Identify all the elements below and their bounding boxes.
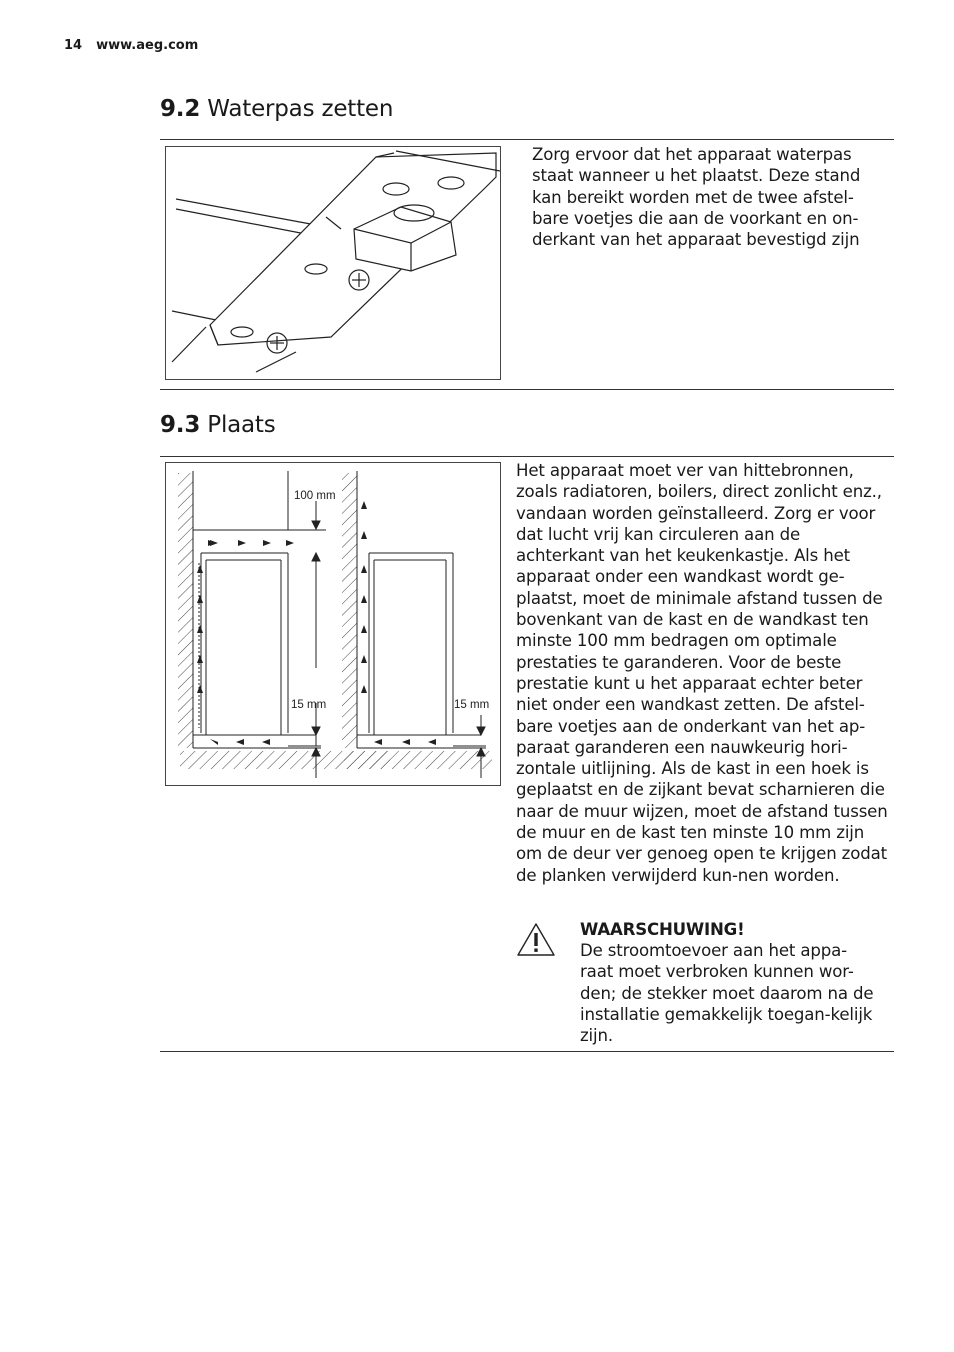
section-top-rule	[160, 456, 894, 457]
right-side-clearance-label: 15 mm	[454, 699, 490, 711]
leveling-feet-illustration	[165, 146, 501, 380]
page-number: 14	[64, 38, 83, 53]
warning-title: WAARSCHUWING!	[580, 920, 745, 939]
section-title: Waterpas zetten	[207, 96, 394, 122]
section-number: 9.3	[160, 412, 201, 438]
section-9-2-heading	[160, 96, 393, 122]
section-bottom-rule	[160, 1051, 894, 1052]
page-header	[64, 38, 198, 53]
warning-triangle-icon	[516, 922, 556, 962]
section-top-rule	[160, 139, 894, 140]
section-9-3-heading	[160, 412, 276, 438]
left-side-clearance-label: 15 mm	[291, 699, 327, 711]
warning-text: De stroomtoevoer aan het appa-raat moet verbroken kunnen wor-den; de stekker moet daarom na de installatie gemakkelijk toegan-kelijk zijn.	[580, 941, 874, 1046]
section-divider-rule	[160, 389, 894, 390]
section-number: 9.2	[160, 96, 201, 122]
section-9-3-paragraph: Het apparaat moet ver van hittebronnen, zoals radiatoren, boilers, direct zonlicht enz., vandaan worden geïnstalleerd. Zorg er voor dat lucht vrij kan circuleren aan de achterkant van het keukenkastje. Als het apparaat onder een wandkast wordt ge-plaatst, moet de minimale afstand tussen de bovenkant van de kast en de wandkast ten minste 100 mm bedragen om optimale prestaties te garanderen. Voor de beste prestatie kunt u het apparaat echter beter niet onder een wandkast zetten. De afstel-bare voetjes aan de onderkant van het ap-paraat garanderen een nauwkeurig hori-zontale uitlijning. Als de kast in een hoek is geplaatst en de zijkant bevat scharnieren die naar de muur wijzen, moet de afstand tussen de muur en de kast ten minste 10 mm zijn om de deur ver genoeg open te krijgen zodat de planken verwijderd kun-nen worden.	[516, 461, 888, 885]
placement-clearance-diagram	[165, 462, 501, 786]
section-title: Plaats	[207, 412, 276, 438]
section-9-2-paragraph: Zorg ervoor dat het apparaat waterpas staat wanneer u het plaatst. Deze stand kan bereikt worden met de twee afstel-bare voetjes die aan de voorkant en on-derkant van het apparaat bevestigd zijn	[532, 145, 861, 250]
website-url: www.aeg.com	[96, 38, 199, 53]
top-clearance-label: 100 mm	[294, 490, 336, 502]
